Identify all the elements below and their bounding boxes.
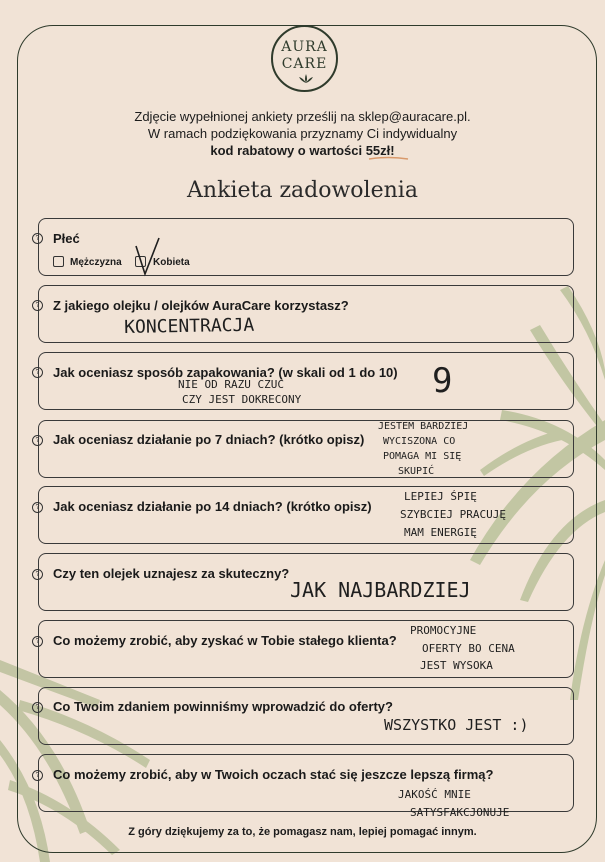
question-icon: ? (32, 233, 43, 244)
handwritten-answer-effective: JAK NAJBARDZIEJ (290, 578, 471, 602)
question-icon: ? (32, 367, 43, 378)
intro-line-1: Zdjęcie wypełnionej ankiety prześlij na sklep@auracare.pl. (134, 109, 471, 124)
question-label-packaging: Jak oceniasz sposób zapakowania? (w skali od 1 do 10) (53, 365, 398, 380)
question-icon: ? (32, 502, 43, 513)
logo-text-line1: AURA (281, 39, 328, 55)
question-icon: ? (32, 636, 43, 647)
question-label-14days: Jak oceniasz działanie po 14 dniach? (krótko opisz) (53, 499, 372, 514)
handwritten-answer-14days-line2: SZYBCIEJ PRACUJĘ (400, 508, 506, 521)
question-box-7days (38, 420, 574, 478)
handwritten-answer-7days-line4: SKUPIĆ (398, 466, 435, 477)
handwritten-answer-7days-line3: POMAGA MI SIĘ (383, 451, 462, 462)
handwritten-answer-14days-line1: LEPIEJ ŚPIĘ (404, 490, 477, 503)
question-box-packaging (38, 352, 574, 410)
question-label-oil: Z jakiego olejku / olejków AuraCare korzystasz? (53, 298, 349, 313)
handwritten-answer-better-line2: SATYSFAKCJONUJE (410, 806, 510, 819)
handwritten-score-packaging: 9 (432, 361, 453, 401)
question-icon: ? (32, 300, 43, 311)
question-icon: ? (32, 702, 43, 713)
footer-thanks: Z góry dziękujemy za to, że pomagasz nam, lepiej pomagać innym. (128, 826, 477, 838)
question-label-loyal-customer: Co możemy zrobić, aby zyskać w Tobie stałego klienta? (53, 633, 397, 648)
auracare-logo (271, 25, 338, 92)
handwritten-answer-packaging-line2: CZY JEST DOKRECONY (182, 393, 302, 406)
question-label-better-company: Co możemy zrobić, aby w Twoich oczach stać się jeszcze lepszą firmą? (53, 767, 494, 782)
lotus-icon (298, 74, 314, 84)
survey-title: Ankieta zadowolenia (187, 178, 418, 203)
question-icon: ? (32, 569, 43, 580)
handwritten-answer-oil: KONCENTRACJA (124, 314, 255, 338)
handwritten-answer-packaging-line1: NIE OD RAZU CZUC (178, 378, 284, 391)
checkbox-male[interactable] (53, 256, 64, 267)
question-label-7days: Jak oceniasz działanie po 7 dniach? (krótko opisz) (53, 432, 365, 447)
handwritten-answer-loyal-line3: JEST WYSOKA (420, 659, 493, 672)
handwritten-checkmark (133, 236, 163, 278)
logo-text-line2: CARE (281, 56, 328, 72)
question-box-better-company (38, 754, 574, 812)
handwritten-answer-7days-line1: JESTEM BARDZIEJ (378, 421, 469, 432)
checkbox-label-female: Kobieta (153, 257, 190, 268)
handwritten-answer-7days-line2: WYCISZONA CO (383, 436, 456, 447)
intro-text (0, 108, 605, 159)
handwritten-answer-loyal-line2: OFERTY BO CENA (422, 642, 515, 655)
question-icon: ? (32, 770, 43, 781)
handwritten-answer-better-line1: JAKOŚĆ MNIE (398, 788, 471, 801)
accent-underline (368, 156, 410, 162)
question-label-offer: Co Twoim zdaniem powinniśmy wprowadzić do oferty? (53, 699, 393, 714)
handwritten-answer-loyal-line1: PROMOCYJNE (410, 624, 477, 637)
handwritten-answer-offer: WSZYSTKO JEST :) (384, 716, 529, 734)
intro-line-3: kod rabatowy o wartości 55zł! (210, 143, 395, 158)
question-icon: ? (32, 435, 43, 446)
checkbox-label-male: Mężczyzna (70, 257, 122, 268)
question-label-effective: Czy ten olejek uznajesz za skuteczny? (53, 566, 290, 581)
handwritten-answer-14days-line3: MAM ENERGIĘ (404, 526, 477, 539)
question-label-gender: Płeć (53, 231, 80, 246)
intro-line-2: W ramach podziękowania przyznamy Ci indywidualny (147, 126, 458, 141)
question-box-oil (38, 285, 574, 343)
